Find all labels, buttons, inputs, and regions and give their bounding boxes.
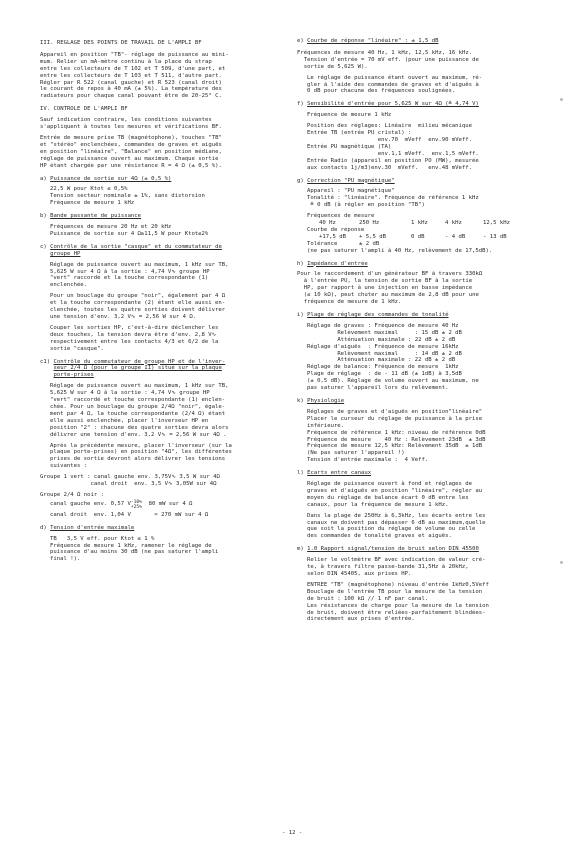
subsection-c-text: Réglage de puissance ouvert au maximum, 1 kHz sur TB, 5,625 W sur 4 Ω à la sortie : 4,74 V∿ groupe HP "vert" raccordé et la touche correspondante (1) enclenchée. xyxy=(50,261,229,289)
subsection-b-title: Bande passante de puissance xyxy=(50,213,142,220)
table-cell: 0 dB xyxy=(411,233,425,240)
subsection-b-letter: b) xyxy=(40,213,51,220)
scan-speck xyxy=(560,561,563,564)
section-3-title: III. REGLAGE DES POINTS DE TRAVAIL DE L'AMPLI BF xyxy=(40,40,202,46)
subsection-l-letter: l) xyxy=(297,470,308,477)
subsection-c1-letter: c1) xyxy=(40,358,54,365)
correction-note: (ne pas saturer l'ampli à 40 Hz, relèvement de 17,5dB). xyxy=(307,247,493,254)
table-cell: 12,5 kHz xyxy=(483,220,510,227)
table-cell: 40 Hz xyxy=(319,220,336,227)
subsection-i-text: Réglage de graves : Fréquence de mesure 40 Hz Relèvement maximal : 15 dB ± 2 dB Atténuation maximale : 22 dB ± 2 dB Réglage d'aiguës : Fréquence de mesure 16kHz Relèvement maximal : 14 dB ± 2 dB Atténuation maximale : 22 dB ± 2 dB Réglage de balance: Fréquence de mesure 1kHz Plage de réglage : de - 11 dB (± 1dB) à 3,5dB (± 0,5 dB). Réglage de volume ouvert au maximum, ne pas saturer l'appareil lors du relèvement. xyxy=(307,322,479,392)
left-column xyxy=(40,40,298,567)
subsection-b-heading xyxy=(40,213,298,220)
subsection-l-text-2: Dans la plage de 250Hz à 6,3kHz, les écarts entre les canaux ne doivent pas dépasser 6 dB au maximum,quelle que soit la position du réglage de volume ou celle des commandes de tonalité graves et aiguës. xyxy=(307,512,486,540)
group-2-label: Groupe 2/4 Ω noir : xyxy=(40,491,104,498)
group-2-left-value: canal gauche env. 0,57 V xyxy=(50,501,131,508)
subsection-k-text: Réglages de graves et d'aiguës en position"linéaire" Placer le curseur du réglage de puissance à la prise inférieure. Fréquence de référence 1 kHz: niveau de référence 0dB Fréquence de mesure 40 Hz : Relèvement 23dB ± 3dB Fréquence de mesure 12,5 kHz: Relèvement 35dB ± 1dB (Ne pas saturer l'appareil !) Tension d'entrée maximale : 4 Veff. xyxy=(307,408,486,464)
subsection-g-title: Correction "PU magnétique" xyxy=(307,177,395,184)
table-cell: +17,5 dB xyxy=(319,233,346,240)
subsection-c-heading xyxy=(40,244,298,258)
subsection-d-heading xyxy=(40,525,298,532)
subsection-h-letter: h) xyxy=(297,260,308,267)
subsection-h-text: Pour le raccordement d'un générateur BF à travers 330kΩ à l'entrée PU, la tension de sortie BF à la sortie HP, par rapport à une injection en basse impédance (≤ 10 kΩ), peut chuter au maximum de 2,8 dB pour une fréquence de mesure de 1 kHz. xyxy=(297,271,483,306)
subsection-e-text-2: Le réglage de puissance étant ouvert au maximum, ré- gler à l'aide des commandes de graves et d'aiguës à 0 dB pour chacune des fréquences soulignées. xyxy=(307,74,483,95)
table-cell: 250 Hz xyxy=(359,220,380,227)
subsection-h-title: Impédance d'entrée xyxy=(307,260,368,267)
section-4-title: IV. CONTROLE DE L'AMPLI BF xyxy=(40,106,128,113)
subsection-c-text-3: Couper les sorties HP, c'est-à-dire déclencher les deux touches, la tension devra être d'env. 2,8 V∿ respectivement entre les contacts 4/3 et 6/2 de la sortie "casque". xyxy=(50,324,219,352)
subsection-i-title: Plage de réglage des commandes de tonalité xyxy=(307,312,449,318)
table-spacer xyxy=(307,234,319,241)
subsection-c1-title: Contrôle du commutateur de groupe HP et de l'inver- seur 2/4 Ω (pour le groupe II) situé sur la plaque porte-prises xyxy=(53,358,226,379)
tolerance-value: ± 2 dB xyxy=(359,240,380,247)
table-cell: 4 kHz xyxy=(445,220,462,227)
subsection-f-heading xyxy=(297,101,555,108)
right-column xyxy=(297,38,555,627)
section-3-text: Appareil en position "TB"- réglage de puissance au mini- mum. Relier un mA-mètre continu à la place du strap entre les collecteurs de T 102 et T 509, d'une part, et entre les collecteurs de T 103 et T 511, d'autre part. Régler par R 522 (canal gauche) et R 523 (canal droit) le courant de repos à 40 mA (± 5%). La température des radiateurs pour chaque canal pouvant être de 20-25° C. xyxy=(40,51,229,100)
table-cell: - 13 dB xyxy=(483,233,507,240)
subsection-c-title: Contrôle de la sortie "casque" et du commutateur de groupe HP xyxy=(50,243,222,257)
table-cell: 1 kHz xyxy=(411,220,428,227)
subsection-e-letter: e) xyxy=(297,38,308,44)
table-cell: + 5,5 dB xyxy=(359,233,386,240)
subsection-g-text: Appareil : "PU magnétique" Tonalité : "linéaire". Fréquence de référence 1 kHz ≙ 0 dB (à régler en position "TB") xyxy=(307,188,479,209)
group-2-left-power: 80 mW sur 4 Ω xyxy=(141,501,193,508)
subsection-f-letter: f) xyxy=(297,101,308,108)
subsection-l-heading xyxy=(297,470,555,477)
group-2-left-row xyxy=(40,500,298,510)
subsection-a-text: 22,5 W pour Ktot ≤ 0,5% Tension secteur nominale ± 1%, sans distorsion Fréquence de mesure 1 kHz xyxy=(50,186,205,207)
subsection-a-title: Puissance de sortie sur 4Ω (± 0,5 %) xyxy=(50,175,172,182)
subsection-m-text-2: ENTREE "TB" (magnétophone) niveau d'entrée 1kHz0,5Veff Bouclage de l'entrée TB pour la mesure de la tension de bruit : 100 kΩ // 1 nF par canal. Les résistances de charge pour la mesure de la tension de bruit, doivent être reliées-parfaitement blindées- directement aux prises d'entrée. xyxy=(307,581,489,623)
subsection-k-title: Physiologie xyxy=(307,397,345,404)
table-spacer xyxy=(307,220,319,227)
subsection-k-letter: k) xyxy=(297,397,308,404)
subsection-b-text: Fréquences de mesure 20 Hz et 20 kHz Puissance de sortie sur 4 Ω≥11,5 W pour Ktot≤2% xyxy=(50,224,209,237)
table-cell: - 4 dB xyxy=(445,233,466,240)
subsection-k-heading xyxy=(297,398,555,405)
subsection-i-letter: i) xyxy=(297,312,308,318)
group-1-values: Groupe 1 vert : canal gauche env. 3,75V∿ 3,5 W sur 4Ω canal droit env. 3,5 V∿ 3,05W sur 4Ω xyxy=(40,474,220,488)
subsection-f-title: Sensibilité d'entrée pour 5,625 W sur 4Ω (≙ 4,74 V) xyxy=(307,101,479,108)
subsection-g-letter: g) xyxy=(297,177,308,184)
correction-curve-row xyxy=(307,234,555,241)
subsection-e-text: Fréquences de mesure 40 Hz, 1 kHz, 12,5 kHz, 16 kHz. Tension d'entrée = 70 mV eff. (pour une puissance de sortie de 5,625 W). xyxy=(297,49,479,70)
correction-table xyxy=(297,213,555,254)
subsection-l-text: Réglage de puissance ouvert à fond et réglages de graves et d'aiguës en position "linéaire", régler au moyen du réglage de balance écart 0 dB entre les canaux, pour la fréquence de mesure 1 kHz. xyxy=(307,481,483,508)
subsection-e-heading xyxy=(297,38,555,45)
subsection-c1-text: Réglage de puissance ouvert au maximum, 1 kHz sur TB, 5,625 W sur 4 Ω à la sortie : 4,74 V∿ groupe HP "vert" raccordé et touche correspondante (1) enclen- chée. Pour un bouclage du groupe 2/4Ω "noir", égale- ment par 4 Ω, la touche correspondante (2/4 Ω) étant elle aussi enclenchée, placer l'inverseur HP en position "2" : chacune des quatre sorties devra alors délivrer une tension d'env. 3,2 V∿ = 2,56 W sur 4Ω . xyxy=(50,383,229,438)
subsection-g-heading xyxy=(297,178,555,185)
subsection-m-text: Relier le voltmètre BF avec indication de valeur cré- te, à travers filtre passe-bande 31,5Hz à 20kHz, selon DIN 45405, aux prises HP. xyxy=(307,557,486,577)
subsection-m-title: 1.0 Rapport signal/tension de bruit selon DIN 45500 xyxy=(307,546,479,553)
subsection-i-heading xyxy=(297,312,555,319)
subsection-f-text: Fréquence de mesure 1 kHz xyxy=(307,112,392,119)
scan-speck xyxy=(560,98,563,101)
subsection-c1-text-2: Après la précédente mesure, placer l'inverseur (sur la plaque porte-prises) en position "4Ω", les différentes prises de sortie devront alors délivrer les tensions suivantes : xyxy=(50,442,232,470)
subsection-c-text-2: Pour un bouclage du groupe "noir", également par 4 Ω et la touche correspondante (2) étant elle aussi en- clenchée, toutes les quatre sorties doivent délivrer une tension d'env. 3,2 V∿ = 2,56 W sur 4 Ω. xyxy=(50,293,226,320)
subsection-d-text: TB 3,5 V eff. pour Ktot ≤ 1 % Fréquence de mesure 1 kHz, ramener le réglage de puissance d'au moins 30 dB (ne pas saturer l'ampli final !). xyxy=(50,535,219,563)
subsection-a-heading xyxy=(40,176,298,183)
subsection-a-letter: a) xyxy=(40,175,51,182)
section-4-text-2: Entrée de mesure prise TB (magnétophone), touches "TB" et "stéréo" enclenchées, commandes de graves et aiguës en position "linéaire", "Balance" en position médiane, réglage de puissance ouvert au maximum. Chaque sortie HP étant chargée par une résistance R = 4 Ω (± 0,5 %). xyxy=(40,134,222,169)
subsection-c-letter: c) xyxy=(40,243,51,250)
section-4-text: Sauf indication contraire, les conditions suivantes s'appliquent à toutes les mesures et vérifications BF. xyxy=(40,117,222,131)
subsection-l-title: Ecarts entre canaux xyxy=(307,470,372,477)
correction-freq-row xyxy=(307,220,555,227)
subsection-h-heading xyxy=(297,261,555,268)
group-2-right-row: canal droit env. 1,04 V ≈ 270 mW sur 4 Ω xyxy=(50,511,209,518)
subsection-e-title: Courbe de réponse "linéaire" : ± 1,5 dB xyxy=(307,38,439,44)
correction-curve-label: Courbe de réponse xyxy=(307,226,365,233)
group-2-tolerance: -10% +25% xyxy=(130,499,142,510)
subsection-c1-heading xyxy=(40,359,298,380)
subsection-d-letter: d) xyxy=(40,524,51,531)
correction-tolerance-row xyxy=(307,241,555,248)
subsection-m-heading xyxy=(297,546,555,553)
tolerance-label: Tolérance xyxy=(307,240,338,247)
subsection-d-title: Tension d'entrée maximale xyxy=(50,524,135,531)
correction-freq-label: Fréquences de mesure xyxy=(307,213,375,220)
subsection-f-text-2: Position des réglages: Linéaire milieu mécanique Entrée TB (entrée PU cristal) : env.70 mVeff env.90 mVeff. Entrée PU magnétique (TA) env.1,1 mVeff. env.1,5 mVeff. Entrée Radio (appareil en position PO (MW), mesurée aux contacts 1j/m3)env.30 mVeff. env.48 mVeff. xyxy=(307,123,479,171)
page-number: - 12 - xyxy=(282,830,303,836)
subsection-m-letter: m) xyxy=(297,546,308,553)
